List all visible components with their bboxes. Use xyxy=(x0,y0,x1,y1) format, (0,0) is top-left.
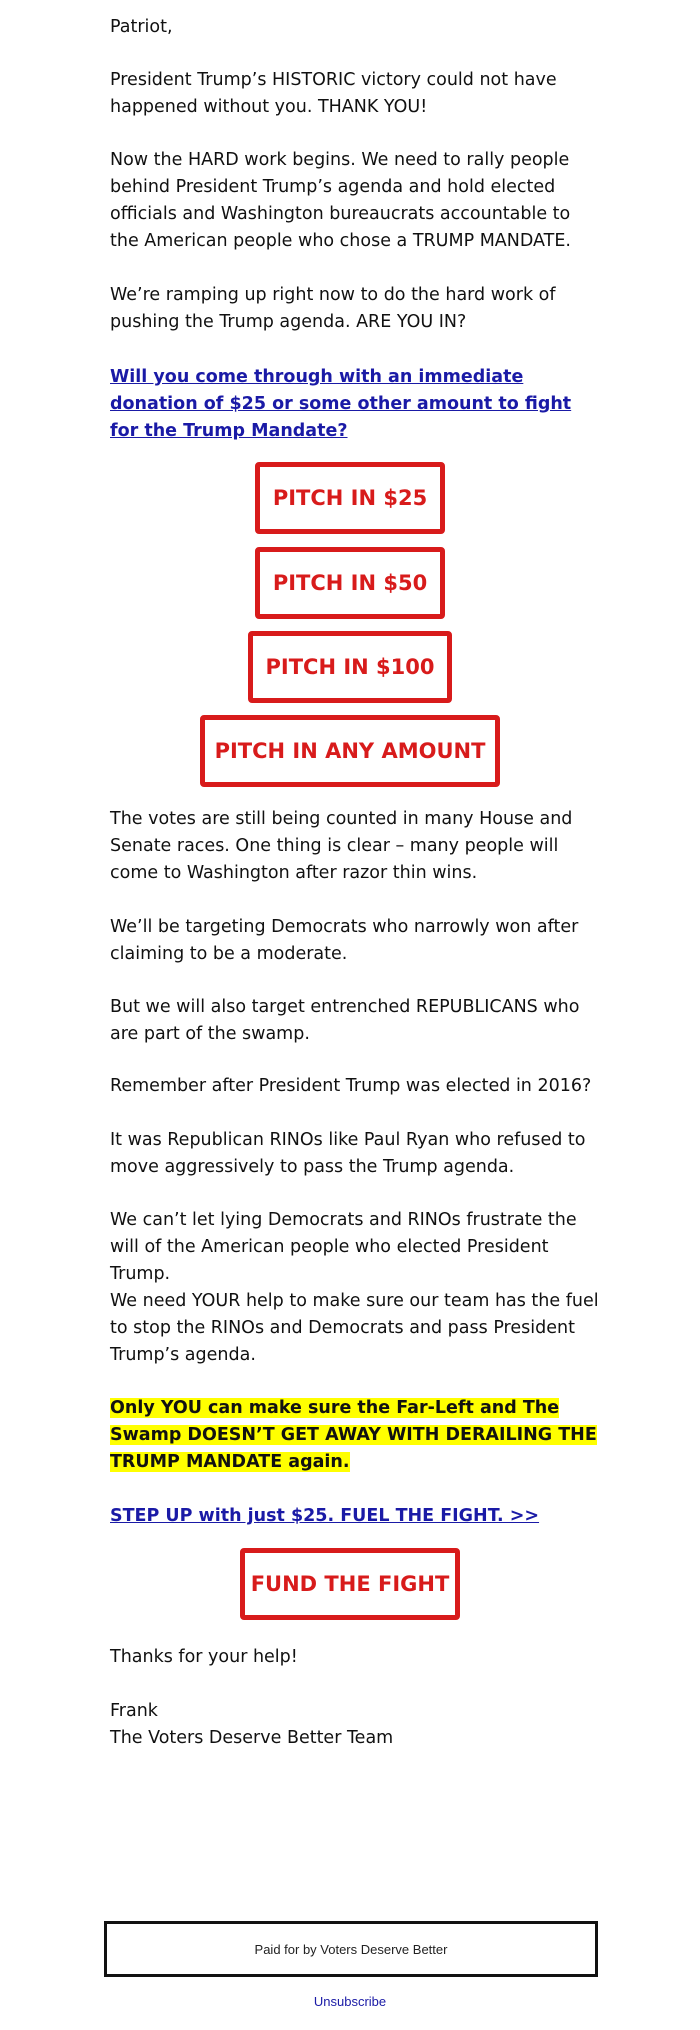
step-up-link[interactable]: STEP UP with just $25. FUEL THE FIGHT. >> xyxy=(110,1506,540,1526)
paragraph-thank-you: President Trump’s HISTORIC victory could not have happened without you. THANK YOU! xyxy=(110,70,557,117)
signature-team: The Voters Deserve Better Team xyxy=(110,1728,394,1748)
paragraph-targeting-democrats: We’ll be targeting Democrats who narrowly won after claiming to be a moderate. xyxy=(110,917,579,964)
highlight-paragraph xyxy=(110,1395,600,1476)
paragraph-ramping-up: We’re ramping up right now to do the hard work of pushing the Trump agenda. ARE YOU IN? xyxy=(110,285,556,332)
paragraph-target-republicans: But we will also target entrenched REPUBLICANS who are part of the swamp. xyxy=(110,997,580,1044)
pitch-in-100-button[interactable]: PITCH IN $100 xyxy=(248,631,452,703)
greeting: Patriot, xyxy=(110,17,173,37)
pitch-in-any-amount-button[interactable]: PITCH IN ANY AMOUNT xyxy=(200,715,500,787)
pitch-in-25-button[interactable]: PITCH IN $25 xyxy=(255,462,445,534)
fund-the-fight-button[interactable]: FUND THE FIGHT xyxy=(240,1548,460,1620)
thanks-line: Thanks for your help! xyxy=(110,1647,298,1667)
paragraph-remember-2016: Remember after President Trump was elected in 2016? xyxy=(110,1076,592,1096)
signature-name: Frank xyxy=(110,1701,158,1721)
paragraph-cant-let: We can’t let lying Democrats and RINOs frustrate the will of the American people who elected President Trump. xyxy=(110,1210,577,1284)
paragraph-votes-counted: The votes are still being counted in many House and Senate races. One thing is clear – many people will come to Washington after razor thin wins. xyxy=(110,809,573,883)
donation-link[interactable]: Will you come through with an immediate donation of $25 or some other amount to fight for the Trump Mandate? xyxy=(110,367,572,441)
paid-for-text: Paid for by Voters Deserve Better xyxy=(254,1941,448,1957)
highlighted-text: Only YOU can make sure the Far-Left and The Swamp DOESN’T GET AWAY WITH DERAILING THE TRUMP MANDATE again. xyxy=(110,1398,597,1472)
unsubscribe-link[interactable]: Unsubscribe xyxy=(313,1994,387,2009)
paragraph-need-your-help: We need YOUR help to make sure our team has the fuel to stop the RINOs and Democrats and pass President Trump’s agenda. xyxy=(110,1291,599,1365)
paragraph-rinos-paul-ryan: It was Republican RINOs like Paul Ryan who refused to move aggressively to pass the Trump agenda. xyxy=(110,1130,586,1177)
pitch-in-50-button[interactable]: PITCH IN $50 xyxy=(255,547,445,619)
step-up-link-paragraph xyxy=(110,1503,600,1530)
paid-for-disclaimer xyxy=(104,1921,598,1977)
donation-link-paragraph xyxy=(110,364,600,445)
paragraph-hard-work: Now the HARD work begins. We need to rally people behind President Trump’s agenda and hold elected officials and Washington bureaucrats accountable to the American people who chose a TRUMP MANDATE. xyxy=(110,150,571,251)
